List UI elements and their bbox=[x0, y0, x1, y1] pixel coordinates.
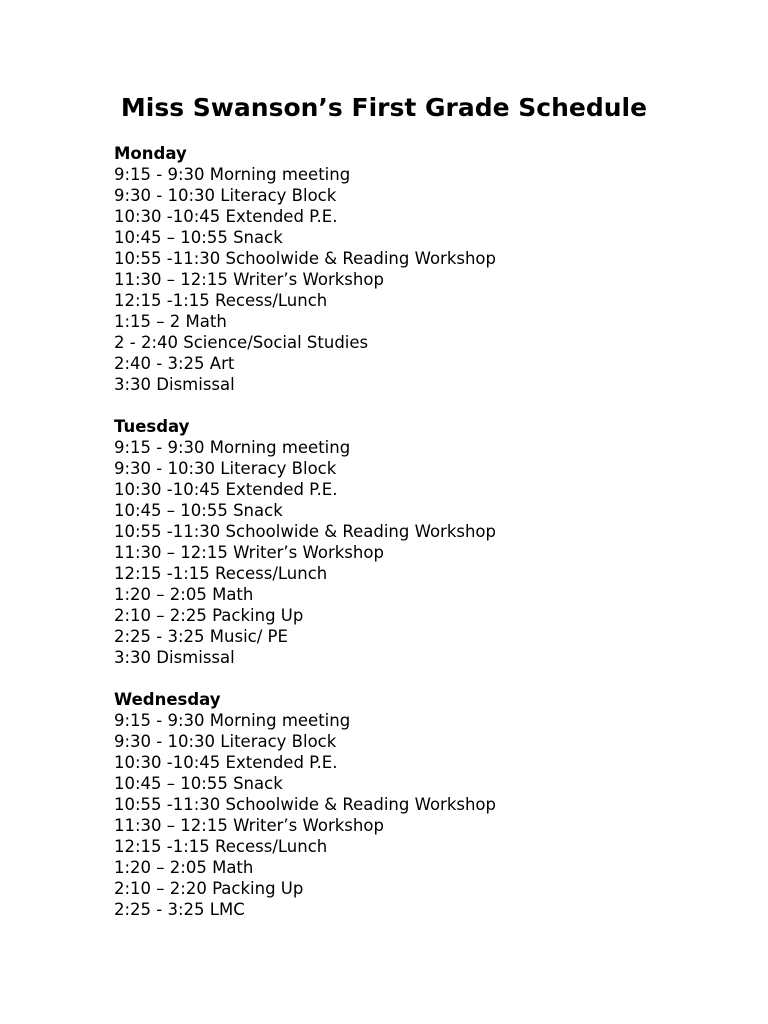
schedule-entry: 1:20 – 2:05 Math bbox=[114, 585, 254, 604]
schedule-entry: 2:25 - 3:25 Music/ PE bbox=[114, 627, 288, 646]
schedule-entry: 10:55 -11:30 Schoolwide & Reading Workshop bbox=[114, 249, 497, 268]
schedule-entry: 2 - 2:40 Science/Social Studies bbox=[114, 333, 369, 352]
day-heading: Monday bbox=[114, 144, 187, 163]
schedule-entry: 3:30 Dismissal bbox=[114, 648, 235, 667]
schedule-entry: 12:15 -1:15 Recess/Lunch bbox=[114, 291, 328, 310]
schedule-entry: 12:15 -1:15 Recess/Lunch bbox=[114, 837, 328, 856]
day-section-wednesday bbox=[114, 689, 734, 920]
schedule-entry: 10:45 – 10:55 Snack bbox=[114, 228, 283, 247]
day-heading: Wednesday bbox=[114, 690, 221, 709]
schedule-entry: 1:20 – 2:05 Math bbox=[114, 858, 254, 877]
schedule-entry: 11:30 – 12:15 Writer’s Workshop bbox=[114, 816, 384, 835]
schedule-entry: 11:30 – 12:15 Writer’s Workshop bbox=[114, 270, 384, 289]
schedule-entry: 9:30 - 10:30 Literacy Block bbox=[114, 459, 337, 478]
schedule-entry: 10:30 -10:45 Extended P.E. bbox=[114, 480, 338, 499]
schedule-entry: 9:30 - 10:30 Literacy Block bbox=[114, 186, 337, 205]
schedule-entry: 2:10 – 2:25 Packing Up bbox=[114, 606, 304, 625]
day-heading: Tuesday bbox=[114, 417, 190, 436]
schedule-entry: 10:55 -11:30 Schoolwide & Reading Workshop bbox=[114, 795, 497, 814]
schedule-entry: 9:15 - 9:30 Morning meeting bbox=[114, 438, 351, 457]
schedule-entry: 11:30 – 12:15 Writer’s Workshop bbox=[114, 543, 384, 562]
page-title: Miss Swanson’s First Grade Schedule bbox=[120, 93, 648, 122]
schedule-entry: 3:30 Dismissal bbox=[114, 375, 235, 394]
schedule-entry: 10:30 -10:45 Extended P.E. bbox=[114, 207, 338, 226]
schedule-entry: 9:15 - 9:30 Morning meeting bbox=[114, 711, 351, 730]
day-section-monday bbox=[114, 143, 734, 395]
schedule-entry: 10:45 – 10:55 Snack bbox=[114, 774, 283, 793]
schedule-entry: 2:10 – 2:20 Packing Up bbox=[114, 879, 304, 898]
schedule-entry: 12:15 -1:15 Recess/Lunch bbox=[114, 564, 328, 583]
schedule-entry: 2:25 - 3:25 LMC bbox=[114, 900, 245, 919]
schedule-entry: 10:55 -11:30 Schoolwide & Reading Workshop bbox=[114, 522, 497, 541]
schedule-entry: 9:15 - 9:30 Morning meeting bbox=[114, 165, 351, 184]
day-section-tuesday bbox=[114, 416, 734, 668]
schedule-entry: 2:40 - 3:25 Art bbox=[114, 354, 235, 373]
schedule-entry: 10:30 -10:45 Extended P.E. bbox=[114, 753, 338, 772]
schedule-entry: 10:45 – 10:55 Snack bbox=[114, 501, 283, 520]
schedule bbox=[114, 143, 734, 941]
schedule-entry: 9:30 - 10:30 Literacy Block bbox=[114, 732, 337, 751]
schedule-entry: 1:15 – 2 Math bbox=[114, 312, 227, 331]
